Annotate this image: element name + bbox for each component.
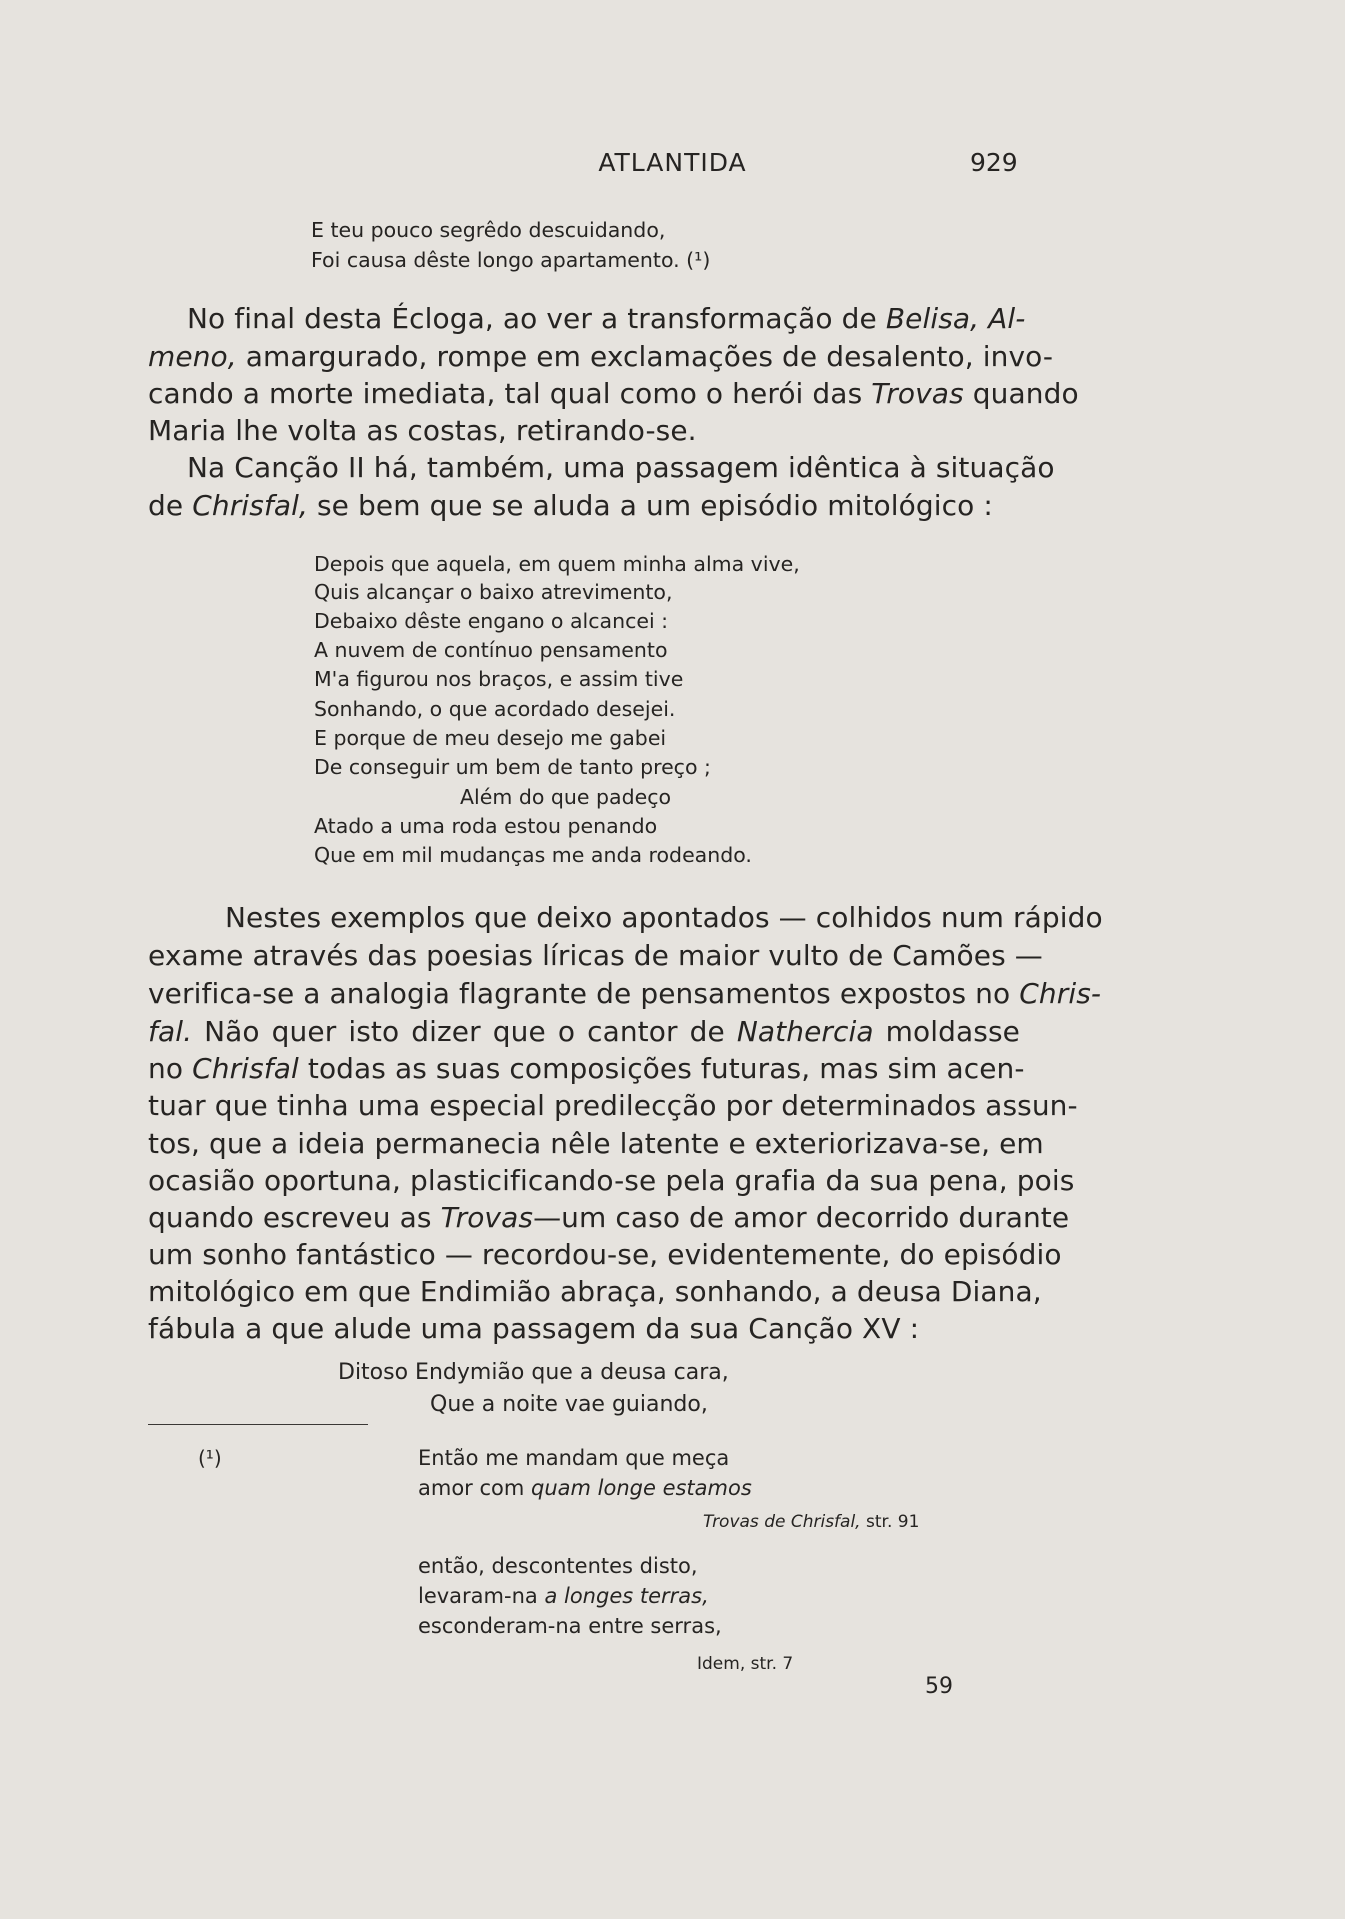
verse-line: Atado a uma roda estou penando bbox=[314, 814, 658, 838]
footnote-line: amor com quam longe estamos bbox=[418, 1476, 752, 1500]
footnote-source: Idem, str. 7 bbox=[697, 1654, 794, 1674]
footnote-line: Então me mandam que meça bbox=[418, 1446, 730, 1470]
verse-line: Sonhando, o que acordado desejei. bbox=[314, 697, 676, 721]
verse-line: Depois que aquela, em quem minha alma vive, bbox=[314, 552, 800, 576]
body-line: tuar que tinha uma especial predilecção por determinados assun- bbox=[148, 1089, 1078, 1122]
body-line: quando escreveu as Trovas—um caso de amor decorrido durante bbox=[148, 1201, 1070, 1234]
verse-line: Além do que padeço bbox=[460, 785, 672, 809]
body-line: um sonho fantástico — recordou-se, evidentemente, do episódio bbox=[148, 1238, 1062, 1271]
body-line: cando a morte imediata, tal qual como o herói das Trovas quando bbox=[148, 377, 1079, 410]
body-line: tos, que a ideia permanecia nêle latente e exteriorizava-se, em bbox=[148, 1127, 1044, 1160]
page-number: 929 bbox=[970, 148, 1018, 177]
body-line: mitológico em que Endimião abraça, sonhando, a deusa Diana, bbox=[148, 1275, 1042, 1308]
verse-line: M'a figurou nos braços, e assim tive bbox=[314, 667, 684, 691]
footnote-line: esconderam-na entre serras, bbox=[418, 1614, 722, 1638]
body-line: No final desta Écloga, ao ver a transformação de Belisa, Al- bbox=[187, 302, 1026, 335]
verse-line: Quis alcançar o baixo atrevimento, bbox=[314, 580, 673, 604]
body-line: fal. Não quer isto dizer que o cantor de Nathercia moldasse bbox=[148, 1015, 1020, 1048]
body-line: fábula a que alude uma passagem da sua Canção XV : bbox=[148, 1312, 920, 1345]
body-line: Maria lhe volta as costas, retirando-se. bbox=[148, 414, 697, 447]
running-header: ATLANTIDA bbox=[598, 148, 747, 177]
body-line: Nestes exemplos que deixo apontados — colhidos num rápido bbox=[225, 901, 1103, 934]
verse-line: Debaixo dêste engano o alcancei : bbox=[314, 609, 669, 633]
body-line: Na Canção II há, também, uma passagem idêntica à situação bbox=[187, 451, 1055, 484]
body-line: de Chrisfal, se bem que se aluda a um episódio mitológico : bbox=[148, 489, 993, 522]
footnote-source: Trovas de Chrisfal, str. 91 bbox=[703, 1512, 920, 1532]
body-line: exame através das poesias líricas de maior vulto de Camões — bbox=[148, 939, 1043, 972]
footnote-line: então, descontentes disto, bbox=[418, 1554, 698, 1578]
signature-mark: 59 bbox=[925, 1674, 953, 1699]
verse-line: A nuvem de contínuo pensamento bbox=[314, 638, 668, 662]
footnote-marker: (¹) bbox=[198, 1446, 222, 1470]
body-line: no Chrisfal todas as suas composições futuras, mas sim acen- bbox=[148, 1052, 1025, 1085]
footnote-rule bbox=[148, 1424, 368, 1425]
verse-line: Que em mil mudanças me anda rodeando. bbox=[314, 843, 752, 867]
epigraph-line: Foi causa dêste longo apartamento. (¹) bbox=[311, 248, 711, 272]
body-line: ocasião oportuna, plasticificando-se pela grafia da sua pena, pois bbox=[148, 1164, 1075, 1197]
epigraph-line: E teu pouco segrêdo descuidando, bbox=[311, 218, 666, 242]
body-line: verifica-se a analogia flagrante de pensamentos expostos no Chris- bbox=[148, 977, 1102, 1010]
verse-line: De conseguir um bem de tanto preço ; bbox=[314, 755, 711, 779]
verse-line: Que a noite vae guiando, bbox=[430, 1392, 708, 1417]
verse-line: E porque de meu desejo me gabei bbox=[314, 726, 667, 750]
body-line: meno, amargurado, rompe em exclamações de desalento, invo- bbox=[148, 340, 1054, 373]
verse-line: Ditoso Endymião que a deusa cara, bbox=[338, 1360, 729, 1385]
footnote-line: levaram-na a longes terras, bbox=[418, 1584, 709, 1608]
